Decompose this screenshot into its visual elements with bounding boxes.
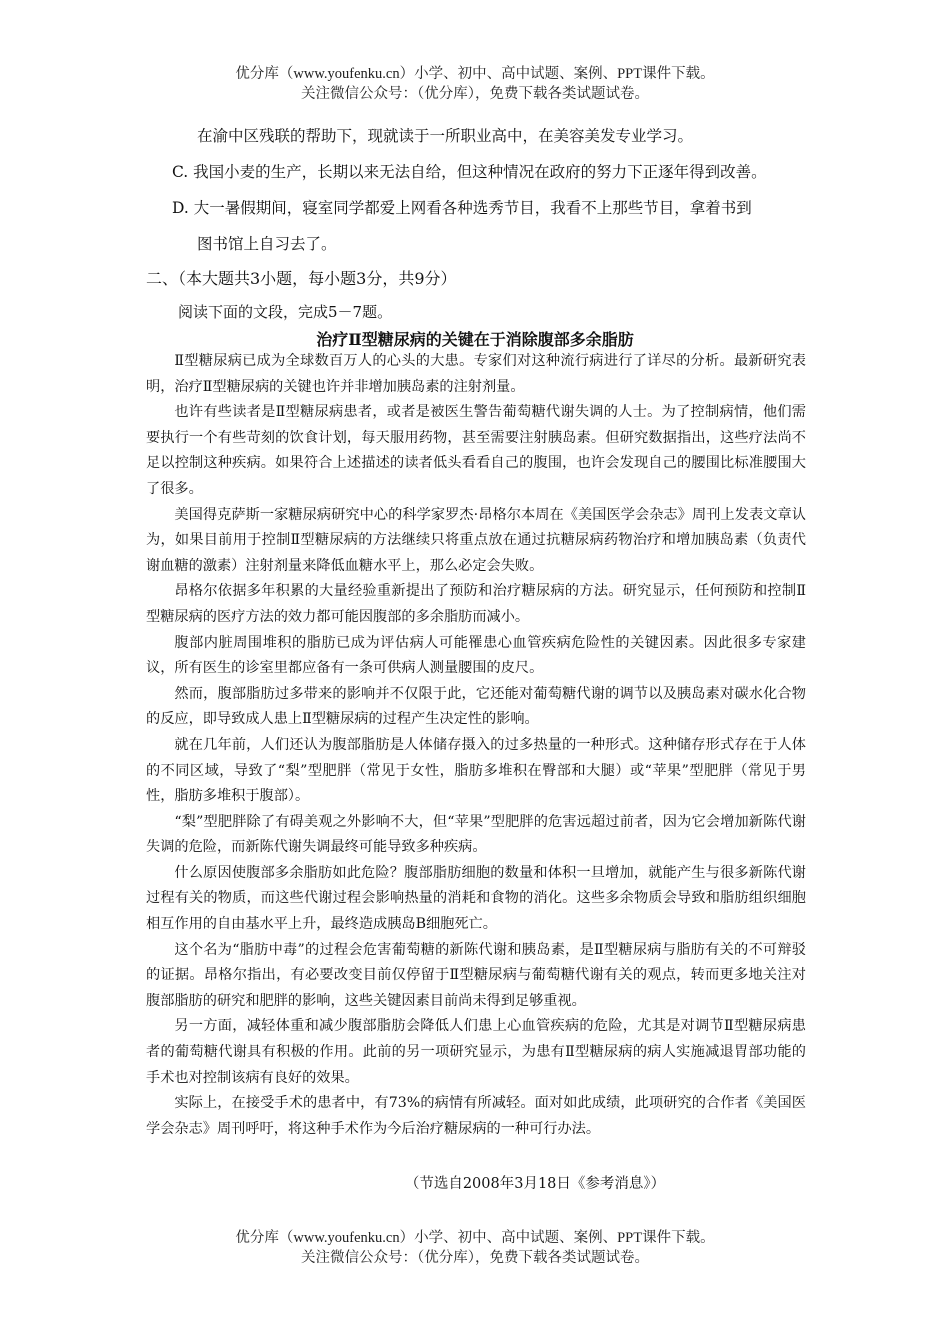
footer bbox=[0, 1228, 950, 1268]
footer-line-2: 关注微信公众号：（优分库），免费下载各类试题试卷。 bbox=[301, 1250, 649, 1266]
article-paragraph: 就在几年前，人们还认为腹部脂肪是人体储存摄入的过多热量的一种形式。这种储存形式存在于人体的不同区域，导致了“梨”型肥胖（常见于女性，脂肪多堆积在臀部和大腿）或“苹果”型肥胖（常见于男性，脂肪多堆积于腹部）。 bbox=[146, 736, 806, 805]
article-title: 治疗Ⅱ型糖尿病的关键在于消除腹部多余脂肪 bbox=[316, 330, 634, 349]
reading-instruction: 阅读下面的文段，完成5－7题。 bbox=[178, 303, 393, 321]
header-line-1: 优分库（www.youfenku.cn）小学、初中、高中试题、案例、PPT课件下载。 bbox=[235, 66, 715, 82]
article-body bbox=[146, 349, 806, 1142]
article-paragraph: 腹部内脏周围堆积的脂肪已成为评估病人可能罹患心血管疾病危险性的关键因素。因此很多专家建议，所有医生的诊室里都应备有一条可供病人测量腰围的皮尺。 bbox=[146, 634, 806, 677]
footer-line-1: 优分库（www.youfenku.cn）小学、初中、高中试题、案例、PPT课件下载。 bbox=[235, 1230, 715, 1246]
article-paragraph: 然而，腹部脂肪过多带来的影响并不仅限于此，它还能对葡萄糖代谢的调节以及胰岛素对碳水化合物的反应，即导致成人患上Ⅱ型糖尿病的过程产生决定性的影响。 bbox=[146, 685, 806, 728]
prev-option-c: C. 我国小麦的生产，长期以来无法自给，但这种情况在政府的努力下正逐年得到改善。 bbox=[172, 163, 767, 181]
prev-option-b-continued: 在渝中区残联的帮助下，现就读于一所职业高中，在美容美发专业学习。 bbox=[197, 127, 694, 145]
article-paragraph: 这个名为“脂肪中毒”的过程会危害葡萄糖的新陈代谢和胰岛素，是Ⅱ型糖尿病与脂肪有关的不可辩驳的证据。昂格尔指出，有必要改变目前仅停留于Ⅱ型糖尿病与葡萄糖代谢有关的观点，转而更多地关注对腹部脂肪的研究和肥胖的影响，这些关键因素目前尚未得到足够重视。 bbox=[146, 941, 806, 1009]
article-paragraph: 实际上，在接受手术的患者中，有73%的病情有所减轻。面对如此成绩，此项研究的合作者《美国医学会杂志》周刊呼吁，将这种手术作为今后治疗糖尿病的一种可行办法。 bbox=[146, 1095, 806, 1137]
header-line-2: 关注微信公众号：（优分库），免费下载各类试题试卷。 bbox=[301, 86, 649, 102]
article-paragraph: 什么原因使腹部多余脂肪如此危险？腹部脂肪细胞的数量和体积一旦增加，就能产生与很多新陈代谢过程有关的物质，而这些代谢过程会影响热量的消耗和食物的消化。这些多余物质会导致和脂肪组织细胞相互作用的自由基水平上升，最终造成胰岛B细胞死亡。 bbox=[146, 864, 806, 933]
header bbox=[0, 64, 950, 104]
prev-option-d-line1: D. 大一暑假期间，寝室同学都爱上网看各种选秀节目，我看不上那些节目，拿着书到 bbox=[172, 199, 752, 217]
article-source: （节选自2008年3月18日《参考消息》） bbox=[404, 1176, 666, 1192]
prev-option-d-line2: 图书馆上自习去了。 bbox=[197, 235, 337, 253]
article-paragraph: 昂格尔依据多年积累的大量经验重新提出了预防和治疗糖尿病的方法。研究显示，任何预防和控制Ⅱ型糖尿病的医疗方法的效力都可能因腹部的多余脂肪而减小。 bbox=[146, 583, 806, 625]
article-paragraph: 也许有些读者是Ⅱ型糖尿病患者，或者是被医生警告葡萄糖代谢失调的人士。为了控制病情，他们需要执行一个有些苛刻的饮食计划，每天服用药物，甚至需要注射胰岛素。但研究数据指出，这些疗法尚不足以控制这种疾病。如果符合上述描述的读者低头看看自己的腹围，也许会发现自己的腰围比标准腰围大了很多。 bbox=[146, 404, 806, 497]
article-paragraph: Ⅱ型糖尿病已成为全球数百万人的心头的大患。专家们对这种流行病进行了详尽的分析。最新研究表明，治疗Ⅱ型糖尿病的关键也许并非增加胰岛素的注射剂量。 bbox=[146, 353, 806, 395]
article-paragraph: 美国得克萨斯一家糖尿病研究中心的科学家罗杰·昂格尔本周在《美国医学会杂志》周刊上发表文章认为，如果目前用于控制Ⅱ型糖尿病的方法继续只将重点放在通过抗糖尿病药物治疗和增加胰岛素（负责代谢血糖的激素）注射剂量来降低血糖水平上，那么必定会失败。 bbox=[146, 506, 806, 574]
article-paragraph: 另一方面，减轻体重和减少腹部脂肪会降低人们患上心血管疾病的危险，尤其是对调节Ⅱ型糖尿病患者的葡萄糖代谢具有积极的作用。此前的另一项研究显示，为患有Ⅱ型糖尿病的病人实施减退胃部功能的手术也对控制该病有良好的效果。 bbox=[146, 1018, 806, 1086]
article-paragraph: “梨”型肥胖除了有碍美观之外影响不大，但“苹果”型肥胖的危害远超过前者，因为它会增加新陈代谢失调的危险，而新陈代谢失调最终可能导致多种疾病。 bbox=[146, 813, 806, 856]
section-heading: 二、（本大题共3小题，每小题3分，共9分） bbox=[146, 269, 457, 288]
